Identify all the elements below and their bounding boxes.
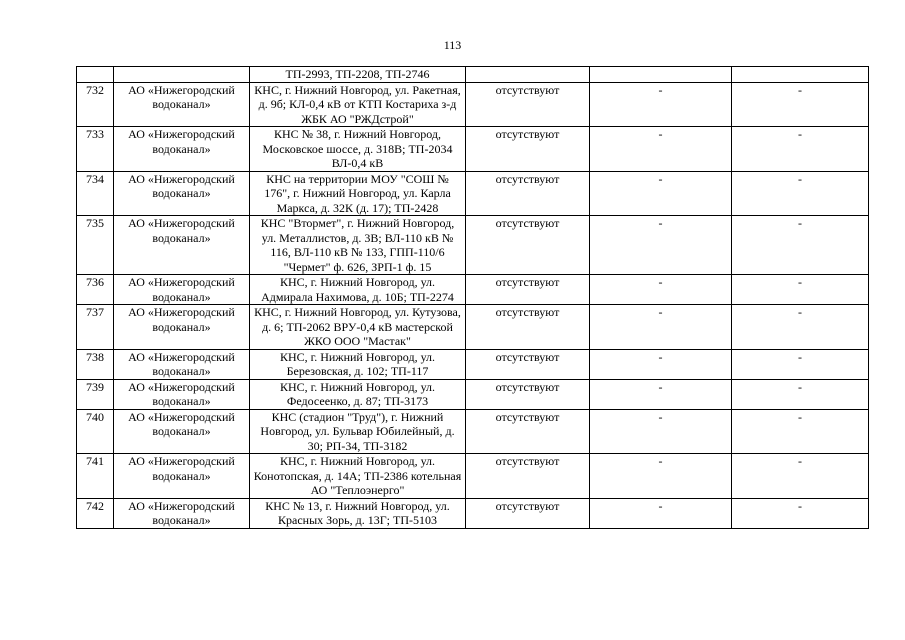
cell-status: отсутствуют <box>466 498 590 528</box>
cell-org: АО «Нижегородский водоканал» <box>114 409 250 454</box>
cell-org: АО «Нижегородский водоканал» <box>114 171 250 216</box>
cell-org: АО «Нижегородский водоканал» <box>114 379 250 409</box>
cell-location: КНС, г. Нижний Новгород, ул. Адмирала Нахимова, д. 10Б; ТП-2274 <box>250 275 466 305</box>
cell-num: 739 <box>77 379 114 409</box>
cell-col5: - <box>590 349 732 379</box>
cell-org <box>114 67 250 83</box>
cell-location: КНС, г. Нижний Новгород, ул. Березовская, д. 102; ТП-117 <box>250 349 466 379</box>
cell-num: 734 <box>77 171 114 216</box>
cell-location: КНС, г. Нижний Новгород, ул. Федосеенко, д. 87; ТП-3173 <box>250 379 466 409</box>
cell-location: КНС на территории МОУ "СОШ № 176", г. Нижний Новгород, ул. Карла Маркса, д. 32К (д. 17); ТП-2428 <box>250 171 466 216</box>
cell-status: отсутствуют <box>466 349 590 379</box>
cell-col5: - <box>590 305 732 350</box>
cell-location: КНС № 38, г. Нижний Новгород, Московское шоссе, д. 318В; ТП-2034 ВЛ-0,4 кВ <box>250 127 466 172</box>
table-row <box>77 498 869 528</box>
cell-num: 738 <box>77 349 114 379</box>
cell-col5: - <box>590 127 732 172</box>
cell-col5: - <box>590 498 732 528</box>
cell-num <box>77 67 114 83</box>
cell-col6: - <box>732 498 869 528</box>
cell-col6: - <box>732 305 869 350</box>
cell-col6 <box>732 67 869 83</box>
cell-num: 733 <box>77 127 114 172</box>
cell-status: отсутствуют <box>466 127 590 172</box>
cell-location: КНС "Втормет", г. Нижний Новгород, ул. Металлистов, д. 3В; ВЛ-110 кВ № 116, ВЛ-110 кВ № 133, ГПП-110/6 "Чермет" ф. 626, ЗРП-1 ф. 15 <box>250 216 466 275</box>
table-row <box>77 82 869 127</box>
cell-col6: - <box>732 349 869 379</box>
cell-org: АО «Нижегородский водоканал» <box>114 305 250 350</box>
cell-status: отсутствуют <box>466 305 590 350</box>
cell-location: КНС (стадион "Труд"), г. Нижний Новгород, ул. Бульвар Юбилейный, д. 30; РП-34, ТП-3182 <box>250 409 466 454</box>
cell-col6: - <box>732 454 869 499</box>
cell-status <box>466 67 590 83</box>
page-number: 113 <box>443 38 462 52</box>
cell-num: 741 <box>77 454 114 499</box>
cell-num: 735 <box>77 216 114 275</box>
cell-col5: - <box>590 379 732 409</box>
table-row <box>77 171 869 216</box>
cell-col6: - <box>732 379 869 409</box>
table-row <box>77 305 869 350</box>
cell-org: АО «Нижегородский водоканал» <box>114 454 250 499</box>
table-row <box>77 275 869 305</box>
cell-num: 732 <box>77 82 114 127</box>
cell-org: АО «Нижегородский водоканал» <box>114 82 250 127</box>
cell-num: 742 <box>77 498 114 528</box>
table-row <box>77 216 869 275</box>
cell-status: отсутствуют <box>466 82 590 127</box>
cell-col6: - <box>732 171 869 216</box>
cell-status: отсутствуют <box>466 275 590 305</box>
cell-col5: - <box>590 216 732 275</box>
cell-col5 <box>590 67 732 83</box>
cell-location: КНС № 13, г. Нижний Новгород, ул. Красных Зорь, д. 13Г; ТП-5103 <box>250 498 466 528</box>
cell-location: КНС, г. Нижний Новгород, ул. Конотопская, д. 14А; ТП-2386 котельная АО "Теплоэнерго" <box>250 454 466 499</box>
table-row <box>77 127 869 172</box>
table-row <box>77 454 869 499</box>
cell-org: АО «Нижегородский водоканал» <box>114 216 250 275</box>
cell-org: АО «Нижегородский водоканал» <box>114 349 250 379</box>
cell-status: отсутствуют <box>466 409 590 454</box>
cell-org: АО «Нижегородский водоканал» <box>114 127 250 172</box>
table-row <box>77 379 869 409</box>
cell-col5: - <box>590 82 732 127</box>
cell-col5: - <box>590 275 732 305</box>
cell-status: отсутствуют <box>466 454 590 499</box>
cell-status: отсутствуют <box>466 171 590 216</box>
cell-col6: - <box>732 127 869 172</box>
cell-num: 737 <box>77 305 114 350</box>
cell-location: КНС, г. Нижний Новгород, ул. Ракетная, д. 9б; КЛ-0,4 кВ от КТП Костариха з-д ЖБК АО "РЖДстрой" <box>250 82 466 127</box>
table-row-continued <box>77 67 869 83</box>
cell-location: КНС, г. Нижний Новгород, ул. Кутузова, д. 6; ТП-2062 ВРУ-0,4 кВ мастерской ЖКО ООО "Мастак" <box>250 305 466 350</box>
cell-col6: - <box>732 216 869 275</box>
table-row <box>77 349 869 379</box>
cell-location: ТП-2993, ТП-2208, ТП-2746 <box>250 67 466 83</box>
cell-org: АО «Нижегородский водоканал» <box>114 275 250 305</box>
cell-status: отсутствуют <box>466 379 590 409</box>
cell-col6: - <box>732 82 869 127</box>
cell-col5: - <box>590 409 732 454</box>
cell-status: отсутствуют <box>466 216 590 275</box>
cell-col5: - <box>590 171 732 216</box>
cell-num: 736 <box>77 275 114 305</box>
cell-col6: - <box>732 409 869 454</box>
objects-table <box>76 66 869 529</box>
cell-num: 740 <box>77 409 114 454</box>
cell-col6: - <box>732 275 869 305</box>
cell-col5: - <box>590 454 732 499</box>
cell-org: АО «Нижегородский водоканал» <box>114 498 250 528</box>
table-row <box>77 409 869 454</box>
